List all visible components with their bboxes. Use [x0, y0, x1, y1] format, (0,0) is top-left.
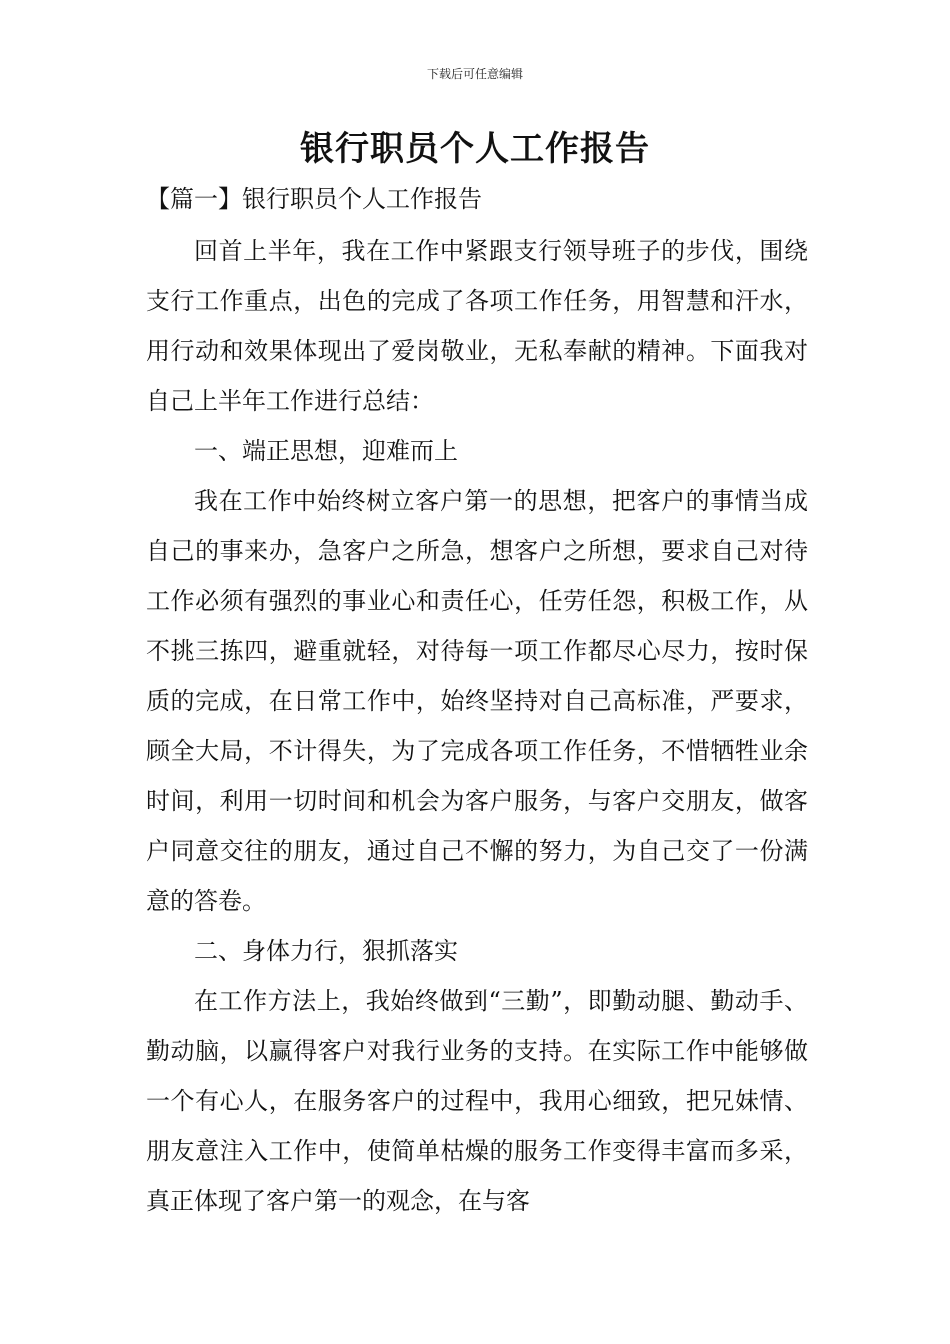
paragraph-one: 我在工作中始终树立客户第一的思想，把客户的事情当成自己的事来办，急客户之所急，想客户之所想，要求自己对待工作必须有强烈的事业心和责任心，任劳任怨，积极工作，从不挑三拣四，避重就轻，对待每一项工作都尽心尽力，按时保质的完成，在日常工作中，始终坚持对自己高标准，严要求，顾全大局，不计得失，为了完成各项工作任务，不惜牺牲业余时间，利用一切时间和机会为客户服务，与客户交朋友，做客户同意交往的朋友，通过自己不懈的努力，为自己交了一份满意的答卷。 — [146, 487, 808, 915]
header-note: 下载后可任意编辑 — [426, 67, 523, 81]
section-title: 【篇一】银行职员个人工作报告 — [146, 185, 482, 213]
heading-one: 一、端正思想，迎难而上 — [194, 437, 458, 465]
document-title: 银行职员个人工作报告 — [300, 129, 650, 169]
document-body — [146, 226, 808, 1226]
paragraph-two: 在工作方法上，我始终做到“三勤”，即勤动腿、勤动手、勤动脑，以赢得客户对我行业务的支持。在实际工作中能够做一个有心人，在服务客户的过程中，我用心细致，把兄妹情、朋友意注入工作中，使简单枯燥的服务工作变得丰富而多采，真正体现了客户第一的观念，在与客 — [146, 987, 808, 1215]
paragraph-intro: 回首上半年，我在工作中紧跟支行领导班子的步伐，围绕支行工作重点，出色的完成了各项工作任务，用智慧和汗水，用行动和效果体现出了爱岗敬业，无私奉献的精神。下面我对自己上半年工作进行总结： — [146, 237, 808, 415]
heading-two: 二、身体力行，狠抓落实 — [194, 937, 458, 965]
